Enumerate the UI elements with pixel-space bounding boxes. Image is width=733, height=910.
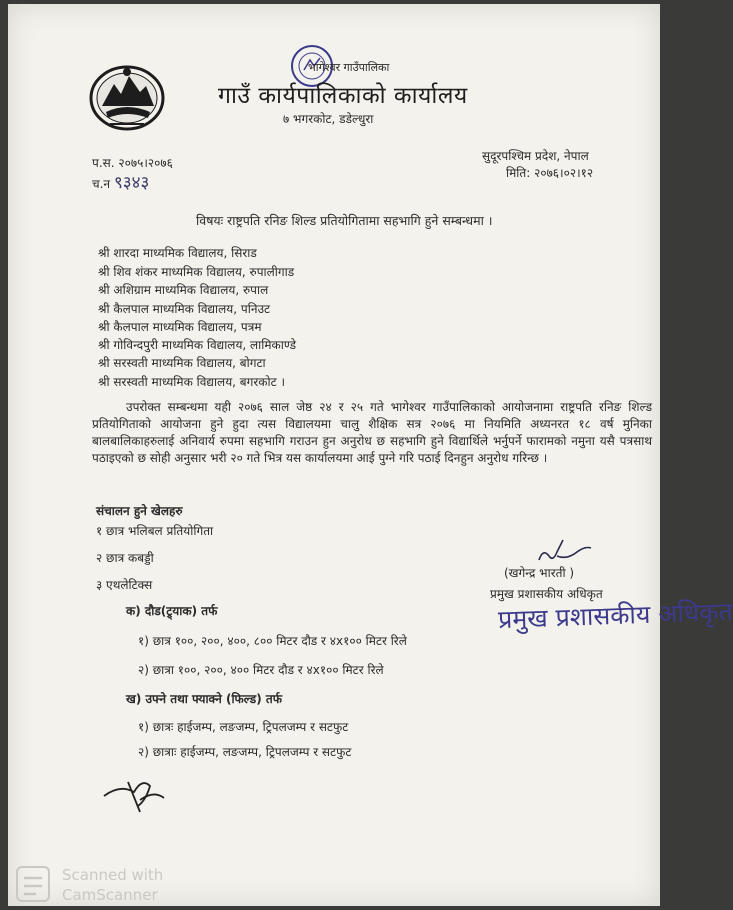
sports-heading: संचालन हुने खेलहरु — [96, 504, 183, 518]
signature-mark — [533, 534, 593, 568]
addressee: श्री गोविन्दपुरी माध्यमिक विद्यालय, लामिकाण्डे — [98, 338, 297, 352]
addressee: श्री कैलपाल माध्यमिक विद्यालय, पनिउट — [98, 302, 271, 316]
body-paragraph — [92, 399, 652, 467]
addressee: श्री अशिग्राम माध्यमिक विद्यालय, रुपाल — [98, 283, 269, 297]
office-title: गाउँ कार्यपालिकाको कार्यालय — [218, 83, 468, 109]
track-item: २) छात्रा १००, २००, ४०० मिटर दौड र ४x१०० मिटर रिले — [138, 663, 384, 677]
sport-item: १ छात्र भलिबल प्रतियोगिता — [96, 524, 214, 538]
designation-stamp: प्रमुख प्रशासकीय अधिकृत — [497, 596, 733, 635]
dispatch-handwritten: ९३४३ — [113, 173, 150, 193]
addressee: श्री शारदा माध्यमिक विद्यालय, सिराड — [98, 246, 257, 260]
section-track: क) दौड(ट्र्याक) तर्फ — [126, 604, 218, 618]
watermark-line2: CamScanner — [62, 886, 158, 904]
nepal-emblem-icon — [88, 62, 166, 132]
signatory-name: (खगेन्द्र भारती ) — [504, 566, 575, 580]
addressee: श्री सरस्वती माध्यमिक विद्यालय, बोगटा — [98, 356, 266, 370]
sport-item: २ छात्र कबड्डी — [96, 551, 154, 565]
letter-page — [8, 4, 733, 906]
field-item: १) छात्रः हाईजम्प, लङजम्प, ट्रिपलजम्प र सटफुट — [138, 720, 349, 734]
addressee: श्री शिव शंकर माध्यमिक विद्यालय, रुपालीगाड — [98, 265, 295, 279]
initials-scribble — [100, 772, 170, 818]
dispatch-label: च.न — [92, 177, 111, 191]
municipality-name: भागेश्वर गाउँपालिका — [308, 61, 390, 74]
body-text: उपरोक्त सम्बन्धमा यही २०७६ साल जेष्ठ २४ र २५ गते भागेश्वर गाउँपालिकाको आयोजनामा राष्ट्रपति रनिङ शिल्ड प्रतियोगिताको आयोजना हुने हुदा त्यस विद्यालयमा चालु शैक्षिक सत्र २०७६ मा नियमिति अध्यनरत १८ वर्ष मुनिका बालबालिकाहरुलाई अनिवार्य रुपमा सहभागि गराउन हुन अनुरोध छ सहभागि हुने विद्यार्थिले भर्नुपर्ने फारामको नमुना यसै पत्रसाथ पठाइएको छ सोही अनुसार भरी २० गते भित्र यस कार्यालयमा आई पुग्ने गरि पठाई दिनहुन अनुरोध गरिन्छ । — [92, 400, 652, 465]
office-address: ७ भगरकोट, डडेल्धुरा — [283, 112, 374, 126]
camscanner-logo-icon — [14, 864, 52, 904]
sport-item: ३ एथलेटिक्स — [96, 578, 153, 592]
dispatch-number — [92, 170, 149, 193]
addressee: श्री सरस्वती माध्यमिक विद्यालय, बगरकोट । — [98, 375, 286, 389]
field-item: २) छात्राः हाईजम्प, लङजम्प, ट्रिपलजम्प र सटफुट — [138, 745, 352, 759]
reference-number: प.स. २०७५।२०७६ — [92, 156, 173, 170]
signatory-title: प्रमुख प्रशासकीय अधिकृत — [490, 587, 603, 601]
letter-date: मिति: २०७६।०२।१२ — [506, 166, 594, 180]
watermark-line1: Scanned with — [62, 866, 164, 884]
section-field: ख) उफ्ने तथा फ्याक्ने (फिल्ड) तर्फ — [126, 692, 282, 706]
province-line: सुदूरपश्चिम प्रदेश, नेपाल — [482, 149, 589, 163]
subject-line: विषयः राष्ट्रपति रनिङ शिल्ड प्रतियोगितामा सहभागि हुने सम्बन्धमा । — [196, 213, 493, 228]
addressee: श्री कैलपाल माध्यमिक विद्यालय, पत्रम — [98, 320, 262, 334]
track-item: १) छात्र १००, २००, ४००, ८०० मिटर दौड र ४x१०० मिटर रिले — [138, 634, 407, 648]
